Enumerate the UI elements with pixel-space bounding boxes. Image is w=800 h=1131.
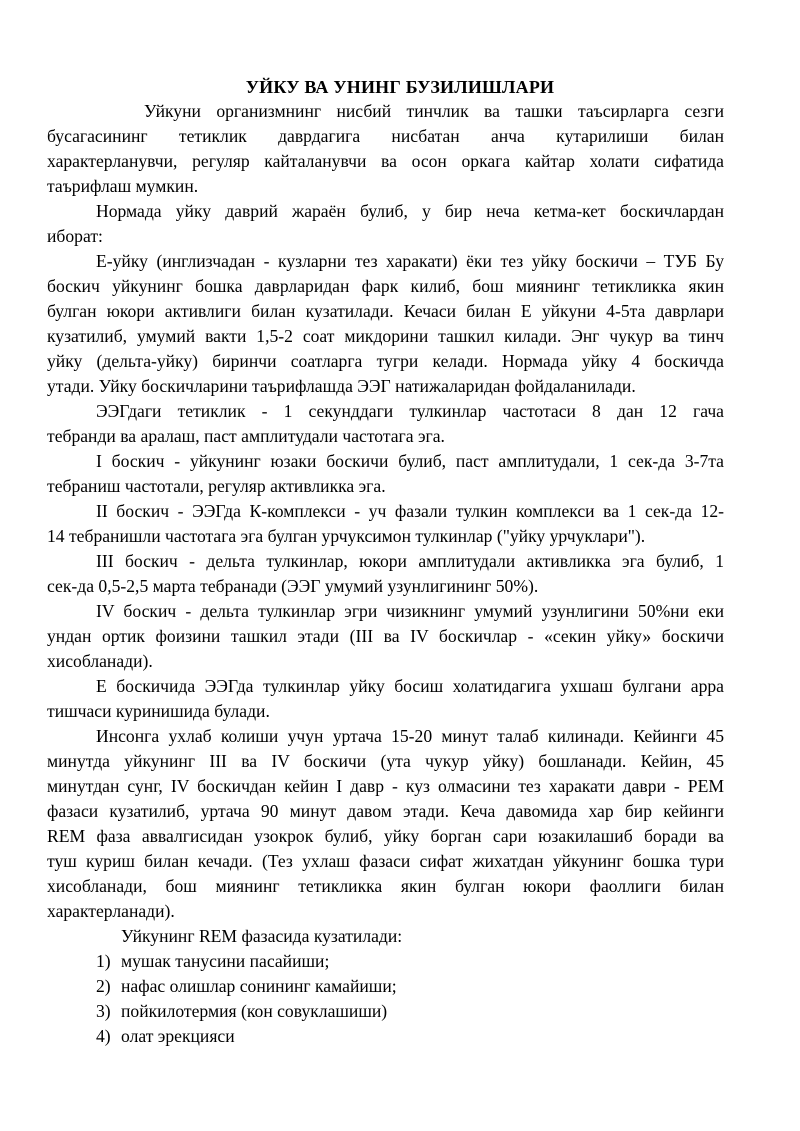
paragraph-line: тебраниш частотали, регуляр активликка эга. xyxy=(47,476,386,496)
paragraph-line: минутда уйкунинг III ва IV боскичи (ута чукур уйку) бошланади. Кейин, 45 xyxy=(47,751,724,771)
paragraph-line: фазаси кузатилиб, уртача 90 минут давом этади. Кеча давомида хар бир кейинги xyxy=(47,801,724,821)
paragraph-line: характерланади). xyxy=(47,901,175,921)
paragraph-line: сек-да 0,5-2,5 марта тебранади (ЭЭГ умумий узунлигининг 50%). xyxy=(47,576,539,596)
paragraph-line: I боскич - уйкунинг юзаки боскичи булиб, паст амплитудали, 1 сек-да 3-7та xyxy=(96,451,724,471)
list-text: нафас олишлар сонининг камайиши; xyxy=(121,976,397,996)
paragraph-line: туш куриш билан кечади. (Тез ухлаш фазаси сифат жихатдан уйкунинг бошка тури xyxy=(47,851,724,871)
paragraph-line: утади. Уйку боскичларини таърифлашда ЭЭГ натижаларидан фойдаланилади. xyxy=(47,376,636,396)
list-text: мушак танусини пасайиши; xyxy=(121,951,330,971)
list-intro: Уйкунинг REM фазасида кузатилади: xyxy=(121,926,403,946)
paragraph-line: Инсонга ухлаб колиши учун уртача 15-20 минут талаб килинади. Кейинги 45 xyxy=(96,726,724,746)
paragraph-line: Е-уйку (инглизчадан - кузларни тез харакати) ёки тез уйку боскичи – ТУБ Бу xyxy=(96,251,724,271)
paragraph-line: хисобланади). xyxy=(47,651,153,671)
list-number: 3) xyxy=(96,1001,111,1021)
list-text: пойкилотермия (кон совуклашиши) xyxy=(121,1001,388,1021)
paragraph-line: III боскич - дельта тулкинлар, юкори амплитудали активликка эга булиб, 1 xyxy=(96,551,724,571)
paragraph-line: минутдан сунг, IV боскичдан кейин I давр - куз олмасини тез харакати даври - РЕМ xyxy=(47,776,724,796)
list-item xyxy=(96,1024,235,1048)
paragraph-line: кузатилиб, умумий вакти 1,5-2 соат микдорини ташкил килади. Энг чукур ва тинч xyxy=(47,326,724,346)
paragraph-line: боскич уйкунинг бошка даврларидан фарк килиб, бош миянинг тетикликка якин xyxy=(47,276,724,296)
list-item xyxy=(96,999,387,1023)
paragraph-line: характерланувчи, регуляр кайталанувчи ва осон оркага кайтар холати сифатида xyxy=(47,151,724,171)
list-number: 2) xyxy=(96,976,111,996)
paragraph-line: булган юкори активлиги билан кузатилади. Кечаси билан Е уйкуни 4-5та даврлари xyxy=(47,301,724,321)
paragraph-line: REM фаза аввалгисидан узокрок булиб, уйку борган сари юзакилашиб боради ва xyxy=(47,826,724,846)
paragraph-line: тебранди ва аралаш, паст амплитудали частотага эга. xyxy=(47,426,445,446)
paragraph-line: Нормада уйку даврий жараён булиб, у бир неча кетма-кет боскичлардан xyxy=(96,201,724,221)
list-text: олат эрекцияси xyxy=(121,1026,235,1046)
list-number: 1) xyxy=(96,951,111,971)
document-title: УЙКУ ВА УНИНГ БУЗИЛИШЛАРИ xyxy=(245,77,555,97)
paragraph-line: бусагасининг тетиклик даврдагига нисбатан анча кутарилиши билан xyxy=(47,126,724,146)
paragraph-line: II боскич - ЭЭГда К-комплекси - уч фазали тулкин комплекси ва 1 сек-да 12- xyxy=(96,501,724,521)
list-item xyxy=(96,974,397,998)
paragraph-line: 14 тебранишли частотага эга булган урчуксимон тулкинлар ("уйку урчуклари"). xyxy=(47,526,646,546)
paragraph-line: хисобланади, бош миянинг тетикликка якин булган юкори фаоллиги билан xyxy=(47,876,724,896)
paragraph-line: таърифлаш мумкин. xyxy=(47,176,199,196)
paragraph-line: ундан ортик фоизини ташкил этади (III ва IV боскичлар - «секин уйку» боскичи xyxy=(47,626,724,646)
paragraph-line: иборат: xyxy=(47,226,103,246)
list-number: 4) xyxy=(96,1026,111,1046)
paragraph-line: тишчаси куринишида булади. xyxy=(47,701,270,721)
paragraph-line: IV боскич - дельта тулкинлар эгри чизикнинг умумий узунлигини 50%ни еки xyxy=(96,601,724,621)
paragraph-line: ЭЭГдаги тетиклик - 1 секунддаги тулкинлар частотаси 8 дан 12 гача xyxy=(96,401,724,421)
paragraph-line: Уйкуни организмнинг нисбий тинчлик ва ташки таъсирларга сезги xyxy=(144,101,724,121)
list-item xyxy=(96,949,329,973)
paragraph-line: Е боскичида ЭЭГда тулкинлар уйку босиш холатидагига ухшаш булгани арра xyxy=(96,676,724,696)
paragraph-line: уйку (дельта-уйку) биринчи соатларга тугри келади. Нормада уйку 4 боскичда xyxy=(47,351,724,371)
